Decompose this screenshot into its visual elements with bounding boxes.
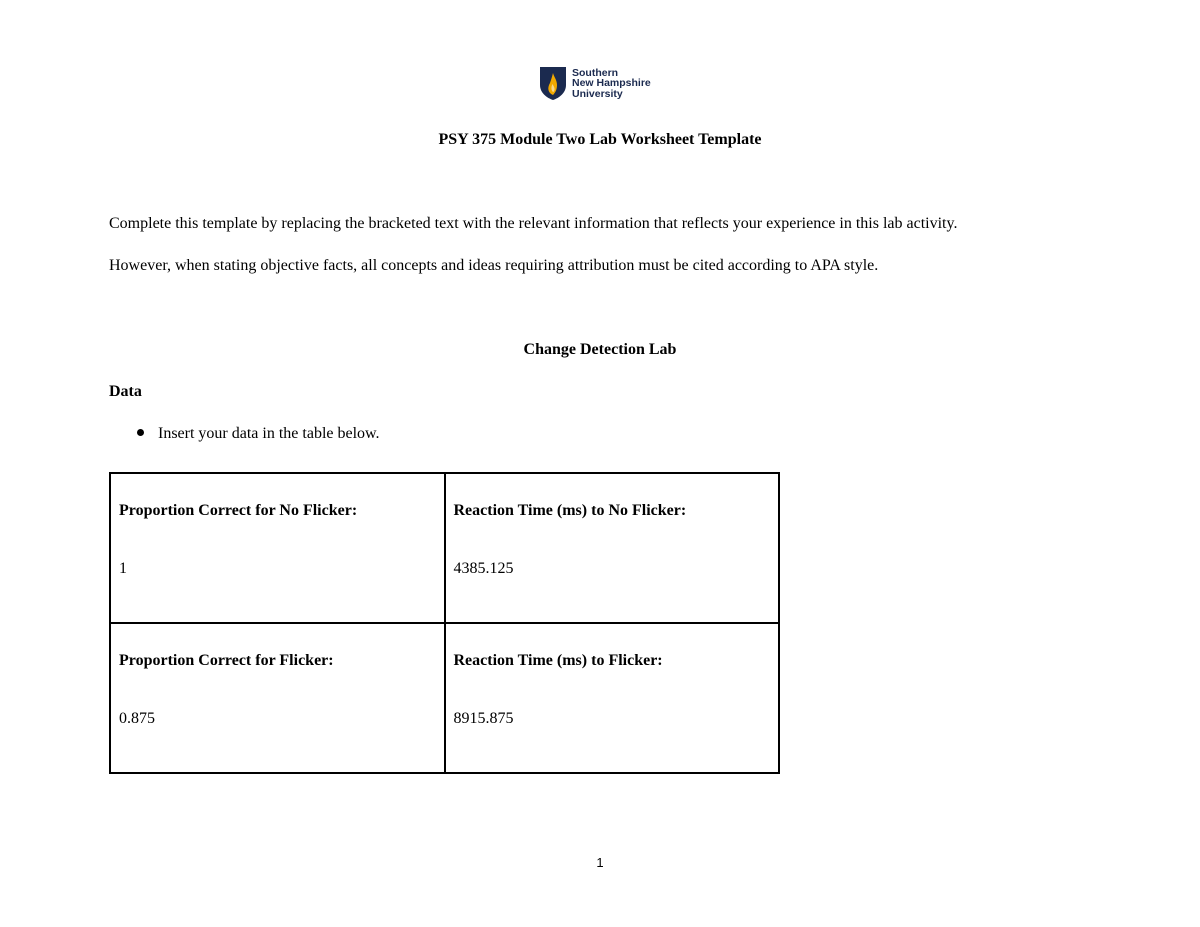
logo-line-2: New Hampshire: [572, 77, 651, 90]
cell-value: 4385.125: [453, 560, 514, 577]
table-cell: [445, 623, 780, 773]
university-logo: [539, 66, 651, 101]
table-row: [110, 473, 779, 623]
page-number: 1: [596, 855, 604, 870]
logo-wordmark: [572, 68, 651, 100]
data-table: [109, 472, 780, 774]
table-row: [110, 623, 779, 773]
logo-line-3: University: [572, 87, 623, 100]
bullet-text: Insert your data in the table below.: [158, 425, 380, 442]
cell-label: Reaction Time (ms) to Flicker:: [453, 652, 663, 669]
cell-label: Reaction Time (ms) to No Flicker:: [453, 502, 687, 519]
shield-flame-icon: [539, 66, 567, 101]
cell-value: 1: [119, 560, 127, 577]
cell-value: 0.875: [119, 710, 155, 727]
table-cell: [445, 473, 780, 623]
bullet-icon: [137, 429, 144, 436]
cell-label: Proportion Correct for Flicker:: [119, 652, 334, 669]
cell-label: Proportion Correct for No Flicker:: [119, 502, 358, 519]
table-cell: [110, 623, 445, 773]
logo-line-1: Southern: [572, 66, 619, 79]
cell-value: 8915.875: [453, 710, 514, 727]
bullet-list-item: [137, 425, 380, 443]
data-heading: Data: [109, 383, 142, 400]
table-cell: [110, 473, 445, 623]
intro-paragraph-line-2: However, when stating objective facts, all concepts and ideas requiring attribution must be cited according to APA style.: [109, 257, 879, 274]
section-title: Change Detection Lab: [523, 341, 677, 358]
intro-paragraph-line-1: Complete this template by replacing the bracketed text with the relevant information that reflects your experience in this lab activity.: [109, 215, 958, 232]
document-title: PSY 375 Module Two Lab Worksheet Template: [438, 131, 762, 148]
